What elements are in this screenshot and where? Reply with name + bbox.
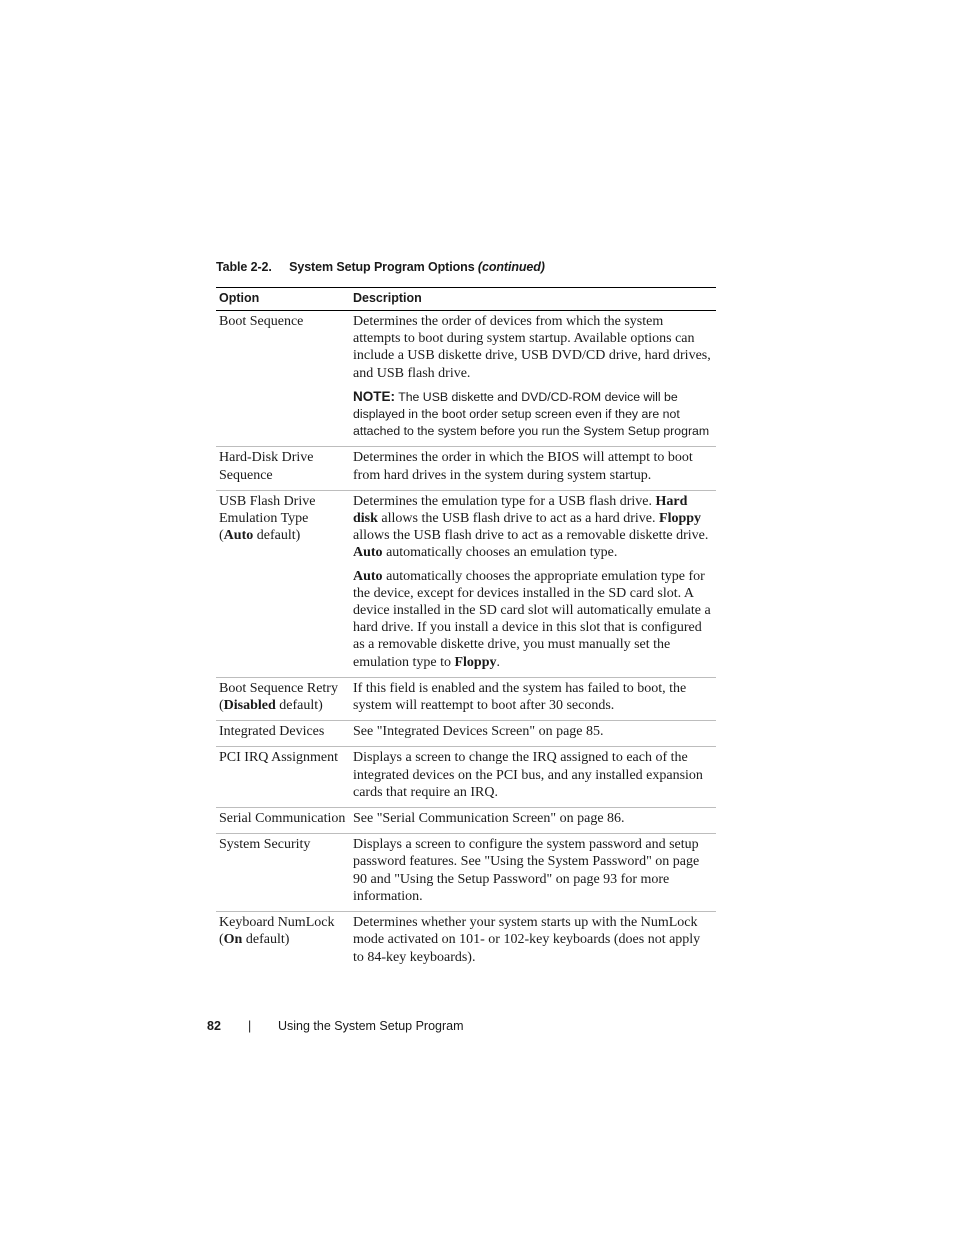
header-description: Description	[350, 288, 716, 311]
setup-options-table	[216, 287, 716, 972]
table-row	[216, 747, 716, 808]
option-cell: Integrated Devices	[216, 721, 350, 747]
option-paren: (	[219, 698, 224, 714]
option-paren: (	[219, 528, 224, 544]
description-cell	[350, 912, 716, 972]
page-footer	[207, 1019, 464, 1033]
table-continued: (continued)	[477, 260, 545, 274]
table-row	[216, 721, 716, 747]
table-row	[216, 834, 716, 912]
header-option: Option	[216, 288, 350, 311]
description-text: Determines whether your system starts up with the NumLock mode activated on 101- or 102-key keyboards (does not apply to 84-key keyboards).	[353, 915, 701, 965]
description-cell	[350, 834, 716, 912]
table-title: System Setup Program Options	[289, 260, 475, 274]
text-run: allows the USB flash drive to act as a hard drive.	[377, 511, 660, 527]
option-cell: System Security	[216, 834, 350, 912]
note-block	[353, 388, 713, 441]
option-cell: Serial Communication	[216, 808, 350, 834]
note-text: The USB diskette and DVD/CD-ROM device will be displayed in the boot order setup screen even if they are not attached to the system before you run the System Setup program	[353, 389, 710, 439]
option-cell	[216, 677, 350, 720]
table-row	[216, 808, 716, 834]
option-default-value: Auto	[223, 528, 254, 544]
description-cell	[350, 311, 716, 447]
table-row	[216, 447, 716, 490]
option-cell: Hard-Disk Drive Sequence	[216, 447, 350, 490]
table-row	[216, 490, 716, 677]
description-text: Displays a screen to configure the system password and setup password features. See "Using the System Password" on page 90 and "Using the Setup Password" on page 93 for more information.	[353, 837, 700, 904]
description-text: Determines the order of devices from which the system attempts to boot during system startup. Available options can include a USB diskette drive, USB DVD/CD drive, hard drives, and USB flash drive.	[353, 314, 711, 381]
option-cell: PCI IRQ Assignment	[216, 747, 350, 808]
option-default-value: Disabled	[223, 698, 276, 714]
text-run: automatically chooses an emulation type.	[382, 545, 618, 561]
table-number: Table 2-2.	[216, 260, 272, 274]
option-name: Keyboard NumLock	[219, 915, 335, 931]
description-cell	[350, 747, 716, 808]
option-default-suffix: default)	[253, 528, 301, 544]
text-run: Determines the emulation type for a USB flash drive.	[353, 493, 656, 509]
description-text: Determines the order in which the BIOS will attempt to boot from hard drives in the system during system startup.	[353, 450, 693, 483]
table-row	[216, 677, 716, 720]
text-run: automatically chooses the appropriate emulation type for the device, except for devices installed in the SD card slot. A device installed in the SD card slot will automatically emulate a hard drive. If you install a device in this slot that is configured as a removable diskette drive, you must manually set the emulation type to	[353, 568, 711, 670]
table-row	[216, 912, 716, 972]
option-paren: (	[219, 932, 224, 948]
bold-term: Hard disk	[353, 493, 688, 527]
bold-term: Floppy	[659, 511, 702, 527]
table-row	[216, 311, 716, 447]
option-cell: Boot Sequence	[216, 311, 350, 447]
description-text: See "Serial Communication Screen" on page 86.	[353, 811, 625, 827]
text-run: .	[496, 654, 500, 670]
description-text: See "Integrated Devices Screen" on page 85.	[353, 724, 604, 740]
description-text: If this field is enabled and the system has failed to boot, the system will reattempt to boot after 30 seconds.	[353, 680, 687, 714]
option-cell	[216, 490, 350, 677]
table-header-row	[216, 288, 716, 311]
description-text	[353, 568, 713, 671]
bold-term: Floppy	[454, 654, 497, 670]
footer-chapter-title: Using the System Setup Program	[278, 1019, 464, 1033]
bold-term: Auto	[353, 545, 383, 561]
option-cell	[216, 912, 350, 972]
description-text: Displays a screen to change the IRQ assigned to each of the integrated devices on the PCI bus, and any installed expansion cards that require an IRQ.	[353, 750, 703, 800]
option-default-value: On	[223, 932, 243, 948]
description-cell	[350, 808, 716, 834]
option-name: USB Flash Drive Emulation Type	[219, 493, 316, 527]
description-cell	[350, 721, 716, 747]
option-default-suffix: default)	[275, 698, 323, 714]
table-caption	[216, 260, 545, 274]
description-cell	[350, 447, 716, 490]
description-cell	[350, 490, 716, 677]
description-text	[353, 493, 713, 562]
description-cell	[350, 677, 716, 720]
text-run: allows the USB flash drive to act as a removable diskette drive.	[353, 528, 709, 544]
note-label: NOTE:	[353, 388, 395, 404]
bold-term: Auto	[353, 568, 383, 584]
option-default-suffix: default)	[242, 932, 290, 948]
page-number: 82	[207, 1019, 221, 1033]
footer-separator: |	[248, 1019, 252, 1033]
option-name: Boot Sequence Retry	[219, 680, 338, 696]
